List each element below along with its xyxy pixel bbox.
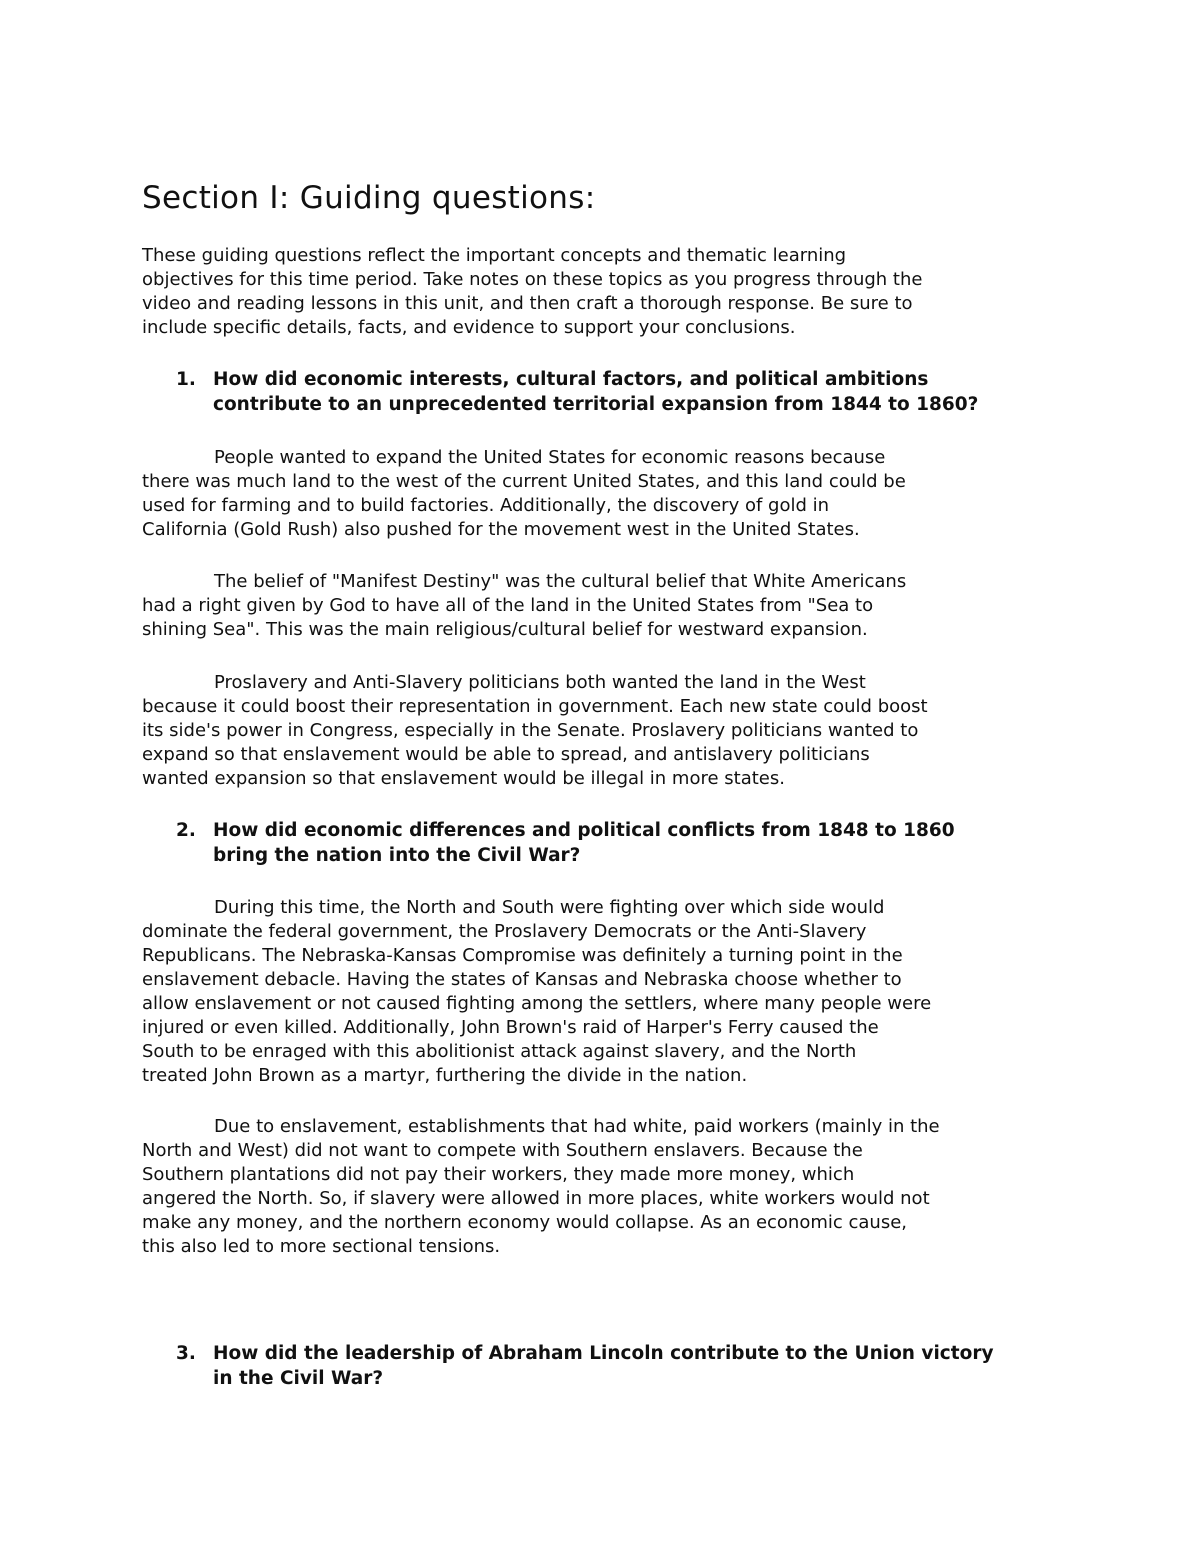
question-line: contribute to an unprecedented territorial expansion from 1844 to 1860? bbox=[213, 394, 979, 415]
answer-line: South to be enraged with this abolitionist attack against slavery, and the North bbox=[142, 1041, 857, 1062]
answer-line: dominate the federal government, the Proslavery Democrats or the Anti-Slavery bbox=[142, 921, 867, 942]
question-3-text bbox=[213, 1341, 994, 1391]
answer-line: angered the North. So, if slavery were allowed in more places, white workers would not bbox=[142, 1188, 930, 1209]
section-title: Section I: Guiding questions: bbox=[142, 180, 596, 216]
answer-line: its side's power in Congress, especially in the Senate. Proslavery politicians wanted to bbox=[142, 720, 919, 741]
answer-1-paragraph-2 bbox=[142, 570, 906, 642]
question-line: How did the leadership of Abraham Lincoln contribute to the Union victory bbox=[213, 1343, 994, 1364]
answer-line: Republicans. The Nebraska-Kansas Compromise was definitely a turning point in the bbox=[142, 945, 903, 966]
answer-line: California (Gold Rush) also pushed for the movement west in the United States. bbox=[142, 519, 860, 540]
answer-1-paragraph-3 bbox=[142, 671, 928, 791]
answer-line: Southern plantations did not pay their workers, they made more money, which bbox=[142, 1164, 855, 1185]
answer-line: had a right given by God to have all of the land in the United States from "Sea to bbox=[142, 595, 874, 616]
question-number: 1. bbox=[176, 369, 196, 390]
answer-line: because it could boost their representation in government. Each new state could boost bbox=[142, 696, 928, 717]
question-line: bring the nation into the Civil War? bbox=[213, 845, 581, 866]
intro-paragraph bbox=[142, 244, 1062, 340]
intro-line: These guiding questions reflect the important concepts and thematic learning bbox=[142, 245, 847, 266]
answer-line: wanted expansion so that enslavement would be illegal in more states. bbox=[142, 768, 785, 789]
question-1-text bbox=[213, 367, 978, 417]
answer-line: treated John Brown as a martyr, furthering the divide in the nation. bbox=[142, 1065, 748, 1086]
answer-line: The belief of "Manifest Destiny" was the cultural belief that White Americans bbox=[214, 571, 907, 592]
intro-line: include specific details, facts, and evidence to support your conclusions. bbox=[142, 317, 796, 338]
answer-line: Proslavery and Anti-Slavery politicians both wanted the land in the West bbox=[214, 672, 866, 693]
answer-line: enslavement debacle. Having the states of Kansas and Nebraska choose whether to bbox=[142, 969, 902, 990]
answer-line: Due to enslavement, establishments that had white, paid workers (mainly in the bbox=[214, 1116, 940, 1137]
answer-line: expand so that enslavement would be able to spread, and antislavery politicians bbox=[142, 744, 870, 765]
answer-line: North and West) did not want to compete with Southern enslavers. Because the bbox=[142, 1140, 863, 1161]
question-number: 3. bbox=[176, 1343, 196, 1364]
answer-line: used for farming and to build factories. Additionally, the discovery of gold in bbox=[142, 495, 830, 516]
answer-line: injured or even killed. Additionally, John Brown's raid of Harper's Ferry caused the bbox=[142, 1017, 879, 1038]
answer-2-paragraph-1 bbox=[142, 896, 931, 1088]
answer-line: make any money, and the northern economy would collapse. As an economic cause, bbox=[142, 1212, 908, 1233]
intro-line: video and reading lessons in this unit, and then craft a thorough response. Be sure to bbox=[142, 293, 913, 314]
answer-line: this also led to more sectional tensions. bbox=[142, 1236, 501, 1257]
answer-line: People wanted to expand the United States for economic reasons because bbox=[214, 447, 886, 468]
question-line: in the Civil War? bbox=[213, 1368, 384, 1389]
answer-line: allow enslavement or not caused fighting among the settlers, where many people were bbox=[142, 993, 932, 1014]
question-number: 2. bbox=[176, 820, 196, 841]
question-2-text bbox=[213, 818, 955, 868]
question-line: How did economic interests, cultural factors, and political ambitions bbox=[213, 369, 929, 390]
answer-line: there was much land to the west of the current United States, and this land could be bbox=[142, 471, 906, 492]
question-line: How did economic differences and political conflicts from 1848 to 1860 bbox=[213, 820, 955, 841]
answer-2-paragraph-2 bbox=[142, 1115, 940, 1259]
intro-line: objectives for this time period. Take notes on these topics as you progress through the bbox=[142, 269, 923, 290]
answer-line: During this time, the North and South were fighting over which side would bbox=[214, 897, 885, 918]
answer-1-paragraph-1 bbox=[142, 446, 906, 542]
answer-line: shining Sea". This was the main religious/cultural belief for westward expansion. bbox=[142, 619, 868, 640]
